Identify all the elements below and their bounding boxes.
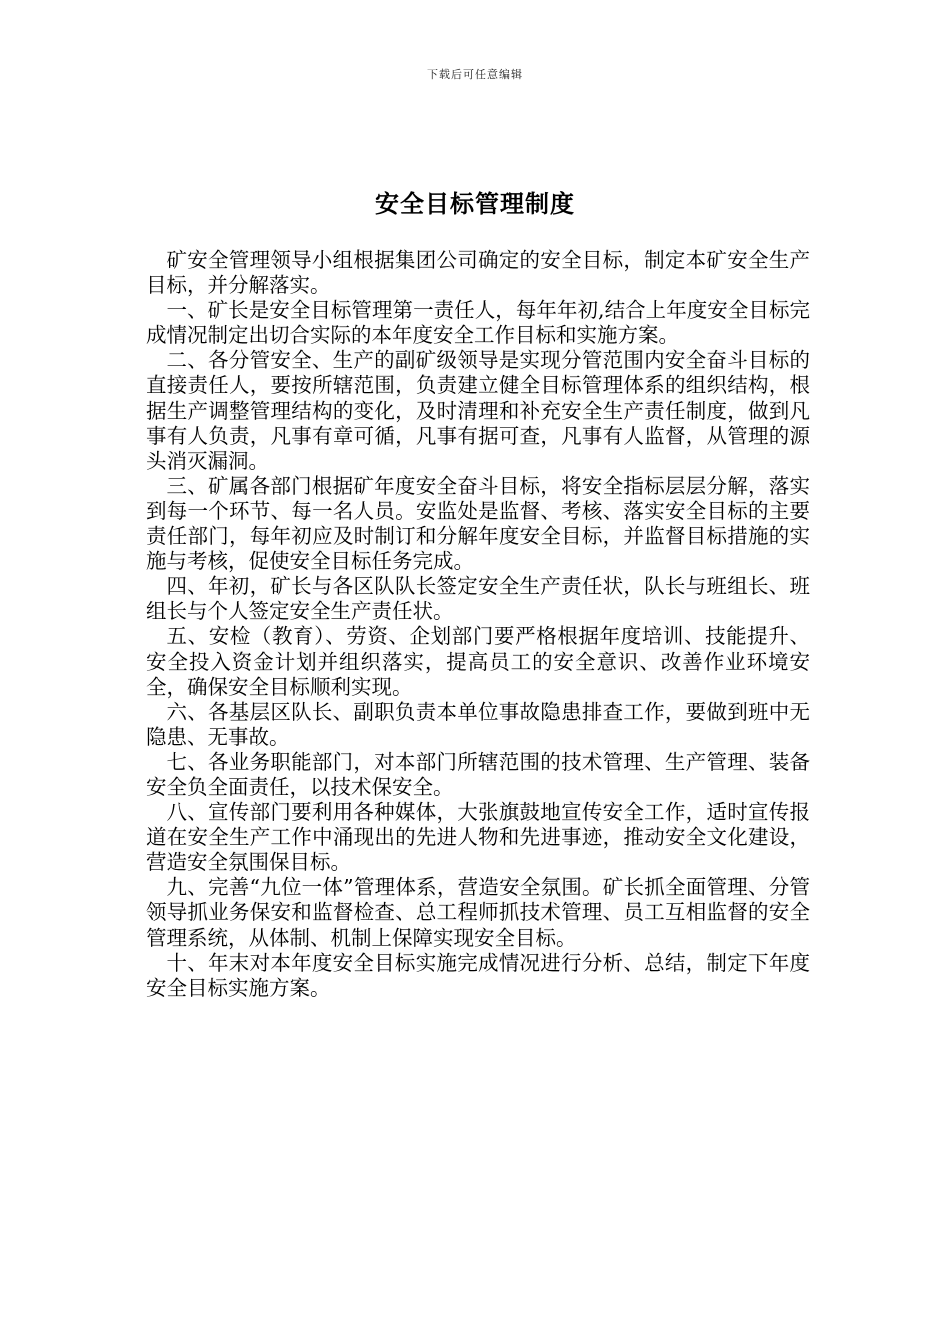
paragraph-8: 八、宣传部门要利用各种媒体，大张旗鼓地宣传安全工作，适时宣传报道在安全生产工作中涌现出的先进人物和先进事迹，推动安全文化建设，营造安全氛围保目标。	[146, 800, 810, 875]
paragraph-intro: 矿安全管理领导小组根据集团公司确定的安全目标，制定本矿安全生产目标，并分解落实。	[146, 248, 810, 298]
header-note: 下载后可任意编辑	[427, 68, 523, 81]
document-body	[146, 248, 810, 1001]
paragraph-4: 四、年初，矿长与各区队队长签定安全生产责任状，队长与班组长、班组长与个人签定安全生产责任状。	[146, 574, 810, 624]
paragraph-2: 二、各分管安全、生产的副矿级领导是实现分管范围内安全奋斗目标的直接责任人，要按所辖范围，负责建立健全目标管理体系的组织结构，根据生产调整管理结构的变化，及时清理和补充安全生产责任制度，做到凡事有人负责，凡事有章可循，凡事有据可查，凡事有人监督，从管理的源头消灭漏洞。	[146, 348, 810, 473]
paragraph-9: 九、完善“九位一体”管理体系，营造安全氛围。矿长抓全面管理、分管领导抓业务保安和监督检查、总工程师抓技术管理、员工互相监督的安全管理系统，从体制、机制上保障实现安全目标。	[146, 875, 810, 950]
paragraph-1: 一、矿长是安全目标管理第一责任人，每年年初,结合上年度安全目标完成情况制定出切合实际的本年度安全工作目标和实施方案。	[146, 298, 810, 348]
document-title: 安全目标管理制度	[375, 190, 575, 218]
paragraph-5: 五、安检（教育）、劳资、企划部门要严格根据年度培训、技能提升、安全投入资金计划并组织落实，提高员工的安全意识、改善作业环境安全，确保安全目标顺利实现。	[146, 624, 810, 699]
paragraph-10: 十、年末对本年度安全目标实施完成情况进行分析、总结，制定下年度安全目标实施方案。	[146, 950, 810, 1000]
paragraph-6: 六、各基层区队长、副职负责本单位事故隐患排查工作，要做到班中无隐患、无事故。	[146, 699, 810, 749]
paragraph-7: 七、各业务职能部门，对本部门所辖范围的技术管理、生产管理、装备安全负全面责任，以技术保安全。	[146, 749, 810, 799]
paragraph-3: 三、矿属各部门根据矿年度安全奋斗目标，将安全指标层层分解，落实到每一个环节、每一名人员。安监处是监督、考核、落实安全目标的主要责任部门，每年初应及时制订和分解年度安全目标，并监督目标措施的实施与考核，促使安全目标任务完成。	[146, 473, 810, 574]
